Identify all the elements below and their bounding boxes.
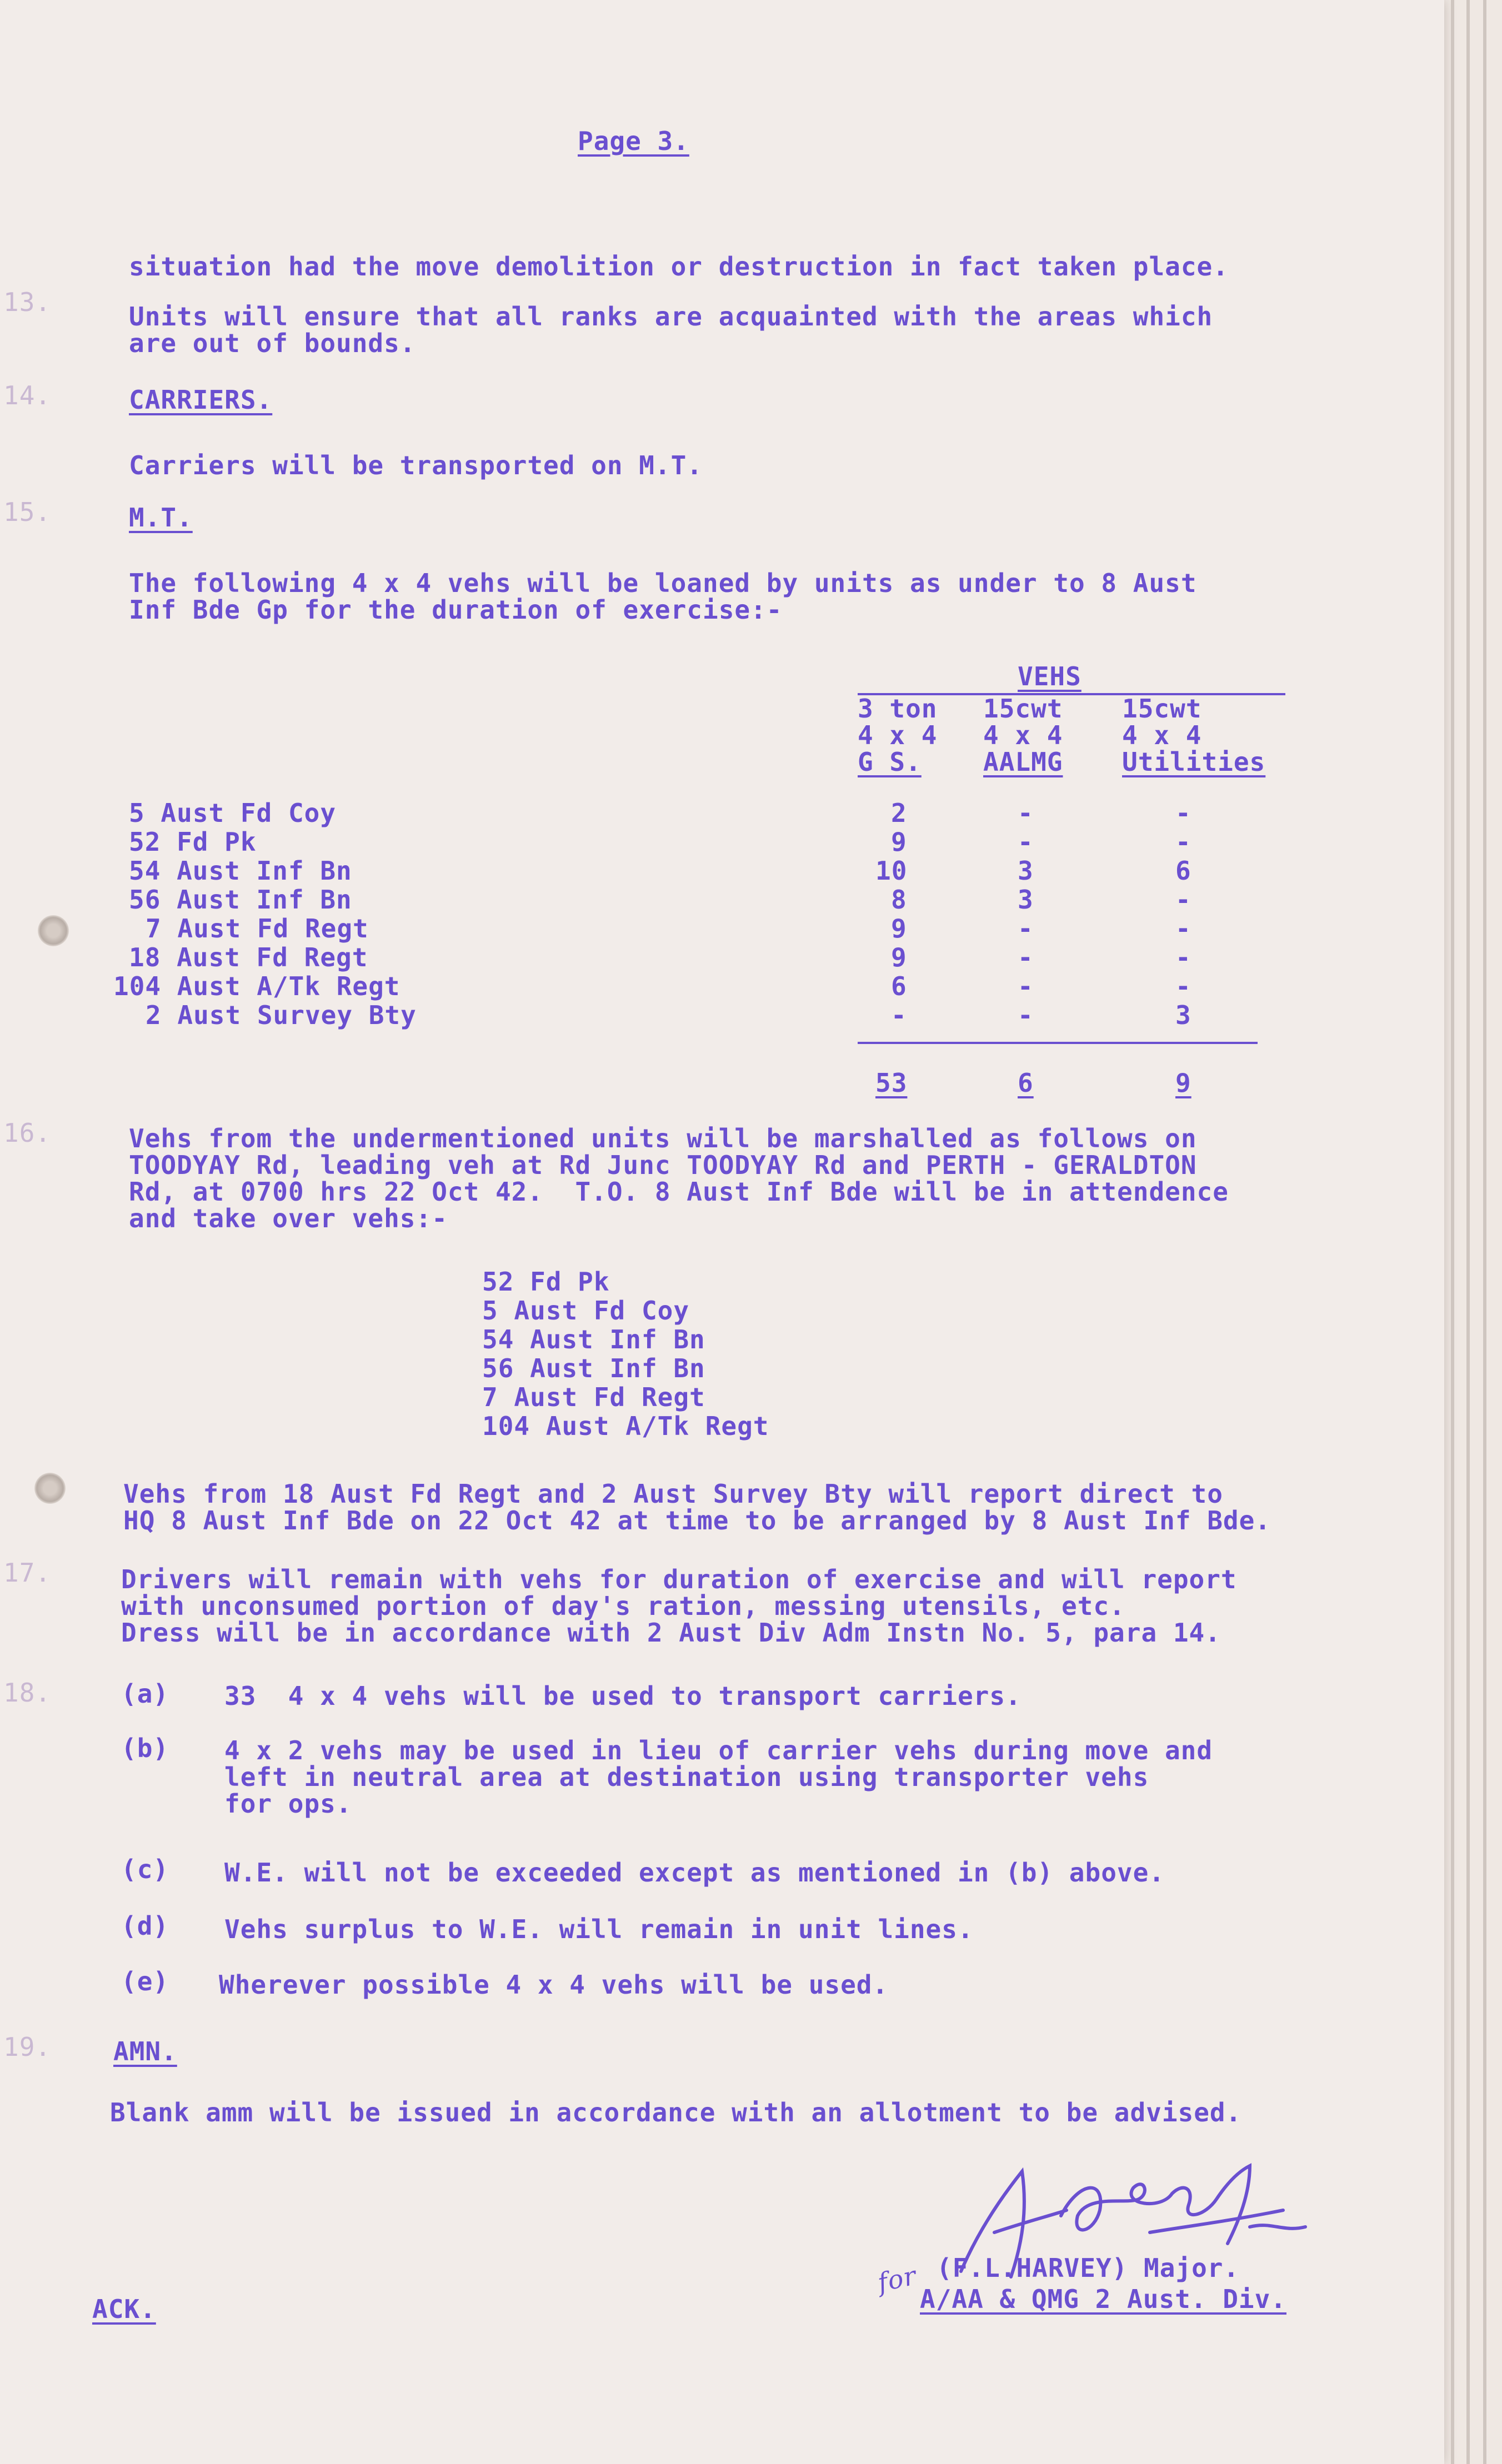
para-15-line-2: Inf Bde Gp for the duration of exercise:- [129, 595, 783, 625]
item-b-text-2: left in neutral area at destination using transporter vehs [224, 1762, 1149, 1792]
table-row-value: 9 [891, 914, 907, 944]
table-row-value: 9 [891, 827, 907, 857]
col-1-line-3: G S. [858, 747, 922, 777]
para-17-line-3: Dress will be in accordance with 2 Aust Div Adm Instn No. 5, para 14. [121, 1618, 1221, 1648]
col-2-line-1: 15cwt [983, 694, 1063, 724]
acknowledgement: ACK. [92, 2294, 156, 2324]
table-row-value: - [1018, 1000, 1034, 1030]
item-e-label: (e) [121, 1966, 169, 1996]
page-edge [1466, 0, 1470, 2464]
col-2-line-2: 4 x 4 [983, 720, 1063, 750]
para-19-text: Blank amm will be issued in accordance with an allotment to be advised. [110, 2097, 1242, 2127]
page-edge [1483, 0, 1486, 2464]
continuation-line: situation had the move demolition or destruction in fact taken place. [129, 252, 1229, 282]
table-row-value: 3 [1175, 1000, 1191, 1030]
table-row-unit: 56 Aust Inf Bn [129, 885, 352, 915]
para-16-line-3: Rd, at 0700 hrs 22 Oct 42. T.O. 8 Aust Inf Bde will be in attendence [129, 1177, 1229, 1207]
signatory-title: A/AA & QMG 2 Aust. Div. [920, 2284, 1286, 2314]
para-15-heading: M.T. [129, 503, 193, 533]
list-item: 7 Aust Fd Regt [482, 1382, 705, 1412]
list-item: 52 Fd Pk [482, 1267, 610, 1297]
table-row-unit: 18 Aust Fd Regt [129, 942, 368, 972]
para-15-line-1: The following 4 x 4 vehs will be loaned by units as under to 8 Aust [129, 568, 1197, 598]
table-total-rule [858, 1042, 1258, 1044]
table-row-value: 3 [1018, 856, 1034, 886]
table-group-header: VEHS [1018, 661, 1082, 691]
item-d-label: (d) [121, 1911, 169, 1941]
para-19-heading: AMN. [113, 2036, 177, 2066]
item-a-text: 33 4 x 4 vehs will be used to transport carriers. [224, 1681, 1022, 1711]
item-a-label: (a) [121, 1679, 169, 1709]
table-row-value: - [1175, 942, 1191, 972]
para-16-line-2: TOODYAY Rd, leading veh at Rd Junc TOODYAY Rd and PERTH - GERALDTON [129, 1150, 1197, 1180]
col-1-line-1: 3 ton [858, 694, 938, 724]
table-total-value: 9 [1175, 1068, 1191, 1098]
para-17-line-2: with unconsumed portion of day's ration, messing utensils, etc. [121, 1591, 1125, 1621]
punch-hole [34, 1473, 66, 1504]
table-row-unit: 2 Aust Survey Bty [146, 1000, 417, 1030]
table-row-value: - [1175, 798, 1191, 828]
para-16-line-4: and take over vehs:- [129, 1203, 448, 1233]
table-total-value: 53 [875, 1068, 908, 1098]
table-row-value: - [1018, 827, 1034, 857]
col-3-line-3: Utilities [1122, 747, 1266, 777]
table-row-value: 6 [891, 971, 907, 1001]
table-total-value: 6 [1018, 1068, 1034, 1098]
punch-hole [38, 915, 69, 946]
para-19-number: 19. [3, 2032, 52, 2062]
table-row-value: 8 [891, 885, 907, 915]
para-14-number: 14. [3, 380, 52, 410]
signatory-name: (F.L.HARVEY) Major. [937, 2253, 1240, 2283]
table-row-value: 3 [1018, 885, 1034, 915]
para-14-text: Carriers will be transported on M.T. [129, 450, 703, 480]
table-row-value: 6 [1175, 856, 1191, 886]
col-2-line-3: AALMG [983, 747, 1063, 777]
list-item: 104 Aust A/Tk Regt [482, 1411, 769, 1441]
para-17-line-1: Drivers will remain with vehs for duration of exercise and will report [121, 1564, 1237, 1594]
table-row-value: - [1175, 827, 1191, 857]
list-item: 56 Aust Inf Bn [482, 1353, 705, 1383]
page-edge [1451, 0, 1454, 2464]
table-row-unit: 104 Aust A/Tk Regt [113, 971, 400, 1001]
para-17-number: 17. [3, 1558, 52, 1588]
table-row-unit: 7 Aust Fd Regt [146, 914, 369, 944]
para-16-number: 16. [3, 1118, 52, 1148]
col-3-line-2: 4 x 4 [1122, 720, 1202, 750]
col-3-line-1: 15cwt [1122, 694, 1202, 724]
list-item: 5 Aust Fd Coy [482, 1296, 690, 1326]
table-row-value: - [1175, 971, 1191, 1001]
table-row-value: - [1175, 885, 1191, 915]
table-row-unit: 54 Aust Inf Bn [129, 856, 352, 886]
para-13-number: 13. [3, 287, 52, 317]
para-16-after-2: HQ 8 Aust Inf Bde on 22 Oct 42 at time to be arranged by 8 Aust Inf Bde. [123, 1506, 1271, 1535]
item-b-label: (b) [121, 1733, 169, 1763]
table-row-value: - [1018, 798, 1034, 828]
list-item: 54 Aust Inf Bn [482, 1324, 705, 1354]
table-row-value: - [1175, 914, 1191, 944]
table-row-value: 9 [891, 942, 907, 972]
table-row-value: 10 [875, 856, 908, 886]
para-14-heading: CARRIERS. [129, 385, 273, 415]
para-15-number: 15. [3, 497, 52, 527]
para-16-after-1: Vehs from 18 Aust Fd Regt and 2 Aust Survey Bty will report direct to [123, 1479, 1223, 1509]
item-c-label: (c) [121, 1854, 169, 1884]
table-row-value: 2 [891, 798, 907, 828]
page-number: Page 3. [578, 126, 689, 156]
table-row-value: - [1018, 942, 1034, 972]
table-row-unit: 52 Fd Pk [129, 827, 257, 857]
item-b-text-1: 4 x 2 vehs may be used in lieu of carrier vehs during move and [224, 1735, 1213, 1765]
table-row-unit: 5 Aust Fd Coy [129, 798, 337, 828]
item-b-text-3: for ops. [224, 1789, 352, 1819]
para-13-line-2: are out of bounds. [129, 328, 416, 358]
para-16-line-1: Vehs from the undermentioned units will be marshalled as follows on [129, 1123, 1197, 1153]
table-row-value: - [1018, 914, 1034, 944]
item-c-text: W.E. will not be exceeded except as mentioned in (b) above. [224, 1858, 1165, 1888]
para-18-number: 18. [3, 1678, 52, 1708]
item-d-text: Vehs surplus to W.E. will remain in unit lines. [224, 1914, 974, 1944]
para-13-line-1: Units will ensure that all ranks are acquainted with the areas which [129, 302, 1213, 332]
table-row-value: - [891, 1000, 907, 1030]
col-1-line-2: 4 x 4 [858, 720, 938, 750]
item-e-text: Wherever possible 4 x 4 vehs will be used. [219, 1970, 889, 2000]
table-row-value: - [1018, 971, 1034, 1001]
signature-for: for [875, 2260, 919, 2298]
